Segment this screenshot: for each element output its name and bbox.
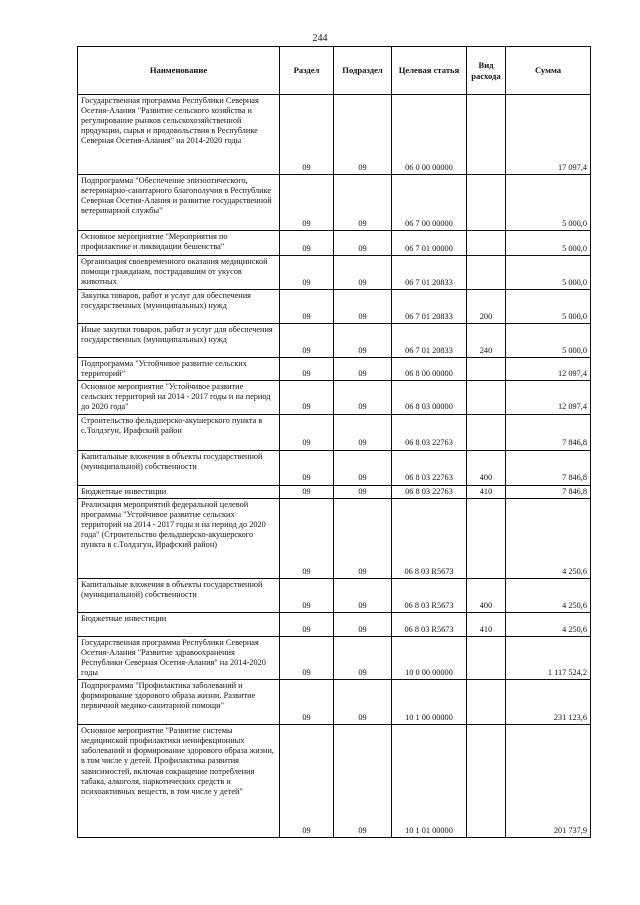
row-subsection: 09	[334, 175, 392, 231]
row-name: Основное мероприятие "Развитие системы медицинской профилактики неинфекционных заболеваний и формирование здорового образа жизни, в том числе у детей. Профилактика развития зависимостей, включая сокращение потребления табака, алкоголя, наркотических средств и психоактивных веществ, в том числе у детей"	[78, 725, 280, 838]
row-expense-type	[467, 231, 506, 256]
row-target: 06 7 01 20833	[392, 290, 467, 324]
header-row	[78, 47, 591, 95]
row-section: 09	[280, 175, 334, 231]
table-row	[78, 498, 591, 578]
row-expense-type	[467, 95, 506, 175]
row-section: 09	[280, 231, 334, 256]
row-section: 09	[280, 414, 334, 450]
row-subsection: 09	[334, 450, 392, 485]
table-row	[78, 636, 591, 679]
row-name: Бюджетные инвестиции	[78, 612, 280, 636]
row-section: 09	[280, 256, 334, 290]
table-row	[78, 578, 591, 612]
row-sum: 201 737,9	[506, 725, 591, 838]
row-target: 06 7 01 20833	[392, 256, 467, 290]
row-name: Капитальные вложения в объекты государственной (муниципальной) собственности	[78, 578, 280, 612]
row-sum: 12 097,4	[506, 358, 591, 381]
table-row	[78, 256, 591, 290]
table-row	[78, 612, 591, 636]
row-section: 09	[280, 450, 334, 485]
row-sum: 7 846,8	[506, 414, 591, 450]
row-target: 06 7 00 00000	[392, 175, 467, 231]
row-target: 06 7 01 00000	[392, 231, 467, 256]
row-target: 06 8 03 22763	[392, 485, 467, 498]
row-section: 09	[280, 381, 334, 414]
row-target: 06 8 03 R5673	[392, 498, 467, 578]
header-subsection: Подраздел	[334, 47, 392, 95]
table-row	[78, 381, 591, 414]
row-name: Государственная программа Республики Северная Осетия-Алания "Развитие здравоохранения Республики Северная Осетия-Алания" на 2014-2020 годы	[78, 636, 280, 679]
row-target: 06 8 03 R5673	[392, 578, 467, 612]
row-subsection: 09	[334, 381, 392, 414]
row-name: Бюджетные инвестиции	[78, 485, 280, 498]
header-sum: Сумма	[506, 47, 591, 95]
table-row	[78, 358, 591, 381]
row-subsection: 09	[334, 358, 392, 381]
page-number: 244	[312, 33, 328, 44]
row-name: Реализация мероприятий федеральной целевой программы "Устойчивое развитие сельских территорий на 2014 - 2017 годы и на период до 2020 года" (Строительство фельдшерско-акушерского пункта в с.Толдзгун, Ирафский район)	[78, 498, 280, 578]
row-sum: 5 000,0	[506, 231, 591, 256]
row-expense-type	[467, 358, 506, 381]
row-section: 09	[280, 680, 334, 725]
row-section: 09	[280, 612, 334, 636]
row-subsection: 09	[334, 231, 392, 256]
row-expense-type: 400	[467, 450, 506, 485]
row-name: Иные закупки товаров, работ и услуг для обеспечения государственных (муниципальных) нужд	[78, 324, 280, 358]
row-sum: 4 250,6	[506, 578, 591, 612]
row-section: 09	[280, 578, 334, 612]
row-sum: 7 846,8	[506, 450, 591, 485]
row-section: 09	[280, 498, 334, 578]
table-row	[78, 450, 591, 485]
table-row	[78, 725, 591, 838]
row-expense-type	[467, 381, 506, 414]
row-expense-type: 400	[467, 578, 506, 612]
row-sum: 5 000,0	[506, 256, 591, 290]
row-subsection: 09	[334, 725, 392, 838]
row-subsection: 09	[334, 485, 392, 498]
row-sum: 231 123,6	[506, 680, 591, 725]
row-section: 09	[280, 290, 334, 324]
header-name: Наименование	[78, 47, 280, 95]
row-name: Государственная программа Республики Северная Осетия-Алания "Развитие сельского хозяйства и регулирование рынков сельскохозяйственной продукции, сырья и продовольствия в Республике Северная Осетия-Алания" на 2014-2020 годы	[78, 95, 280, 175]
row-expense-type	[467, 498, 506, 578]
row-sum: 5 000,0	[506, 324, 591, 358]
row-target: 06 0 00 00000	[392, 95, 467, 175]
row-subsection: 09	[334, 324, 392, 358]
row-sum: 17 097,4	[506, 95, 591, 175]
row-name: Капитальные вложения в объекты государственной (муниципальной) собственности	[78, 450, 280, 485]
row-sum: 1 117 524,2	[506, 636, 591, 679]
table-row	[78, 485, 591, 498]
row-subsection: 09	[334, 498, 392, 578]
row-target: 06 8 03 22763	[392, 450, 467, 485]
row-subsection: 09	[334, 414, 392, 450]
row-section: 09	[280, 358, 334, 381]
row-subsection: 09	[334, 95, 392, 175]
row-sum: 5 000,0	[506, 175, 591, 231]
table-row	[78, 680, 591, 725]
row-subsection: 09	[334, 612, 392, 636]
row-expense-type	[467, 175, 506, 231]
row-target: 10 1 00 00000	[392, 680, 467, 725]
header-section: Раздел	[280, 47, 334, 95]
row-sum: 4 250,6	[506, 498, 591, 578]
row-sum: 7 846,8	[506, 485, 591, 498]
row-name: Закупка товаров, работ и услуг для обеспечения государственных (муниципальных) нужд	[78, 290, 280, 324]
row-name: Подпрограмма "Профилактика заболеваний и формирование здорового образа жизни. Развитие первичной медико-санитарной помощи"	[78, 680, 280, 725]
row-target: 06 8 00 00000	[392, 358, 467, 381]
header-target: Целевая статья	[392, 47, 467, 95]
table-row	[78, 175, 591, 231]
row-subsection: 09	[334, 680, 392, 725]
row-section: 09	[280, 324, 334, 358]
header-expense-type: Вид расхода	[467, 47, 506, 95]
row-target: 06 8 03 00000	[392, 381, 467, 414]
row-expense-type	[467, 636, 506, 679]
row-sum: 4 250,6	[506, 612, 591, 636]
row-subsection: 09	[334, 256, 392, 290]
row-expense-type	[467, 680, 506, 725]
row-target: 10 1 01 00000	[392, 725, 467, 838]
row-expense-type: 200	[467, 290, 506, 324]
row-subsection: 09	[334, 290, 392, 324]
row-target: 10 0 00 00000	[392, 636, 467, 679]
row-section: 09	[280, 636, 334, 679]
row-section: 09	[280, 485, 334, 498]
row-name: Подпрограмма "Обеспечение эпизоотического, ветеринарно-санитарного благополучия в Республике Северная Осетия-Алания и развитие государственной ветеринарной службы"	[78, 175, 280, 231]
row-target: 06 8 03 22763	[392, 414, 467, 450]
row-expense-type	[467, 725, 506, 838]
table-row	[78, 95, 591, 175]
table-row	[78, 231, 591, 256]
row-target: 06 7 01 20833	[392, 324, 467, 358]
row-expense-type: 240	[467, 324, 506, 358]
row-name: Организация своевременного оказания медицинской помощи гражданам, пострадавшим от укусов животных	[78, 256, 280, 290]
row-section: 09	[280, 95, 334, 175]
row-target: 06 8 03 R5673	[392, 612, 467, 636]
table-row	[78, 324, 591, 358]
table-row	[78, 414, 591, 450]
row-sum: 12 097,4	[506, 381, 591, 414]
row-section: 09	[280, 725, 334, 838]
row-name: Строительство фельдшерско-акушерского пункта в с.Толдзгун, Ирафский район	[78, 414, 280, 450]
row-expense-type: 410	[467, 485, 506, 498]
row-expense-type	[467, 414, 506, 450]
row-sum: 5 000,0	[506, 290, 591, 324]
row-name: Основное мероприятие "Мероприятия по профилактике и ликвидации бешенства"	[78, 231, 280, 256]
row-subsection: 09	[334, 636, 392, 679]
row-expense-type: 410	[467, 612, 506, 636]
table-row	[78, 290, 591, 324]
row-name: Основное мероприятие "Устойчивое развитие сельских территорий на 2014 - 2017 годы и на период до 2020 года"	[78, 381, 280, 414]
row-subsection: 09	[334, 578, 392, 612]
row-name: Подпрограмма "Устойчивое развитие сельских территорий"	[78, 358, 280, 381]
budget-table	[77, 46, 591, 838]
row-expense-type	[467, 256, 506, 290]
